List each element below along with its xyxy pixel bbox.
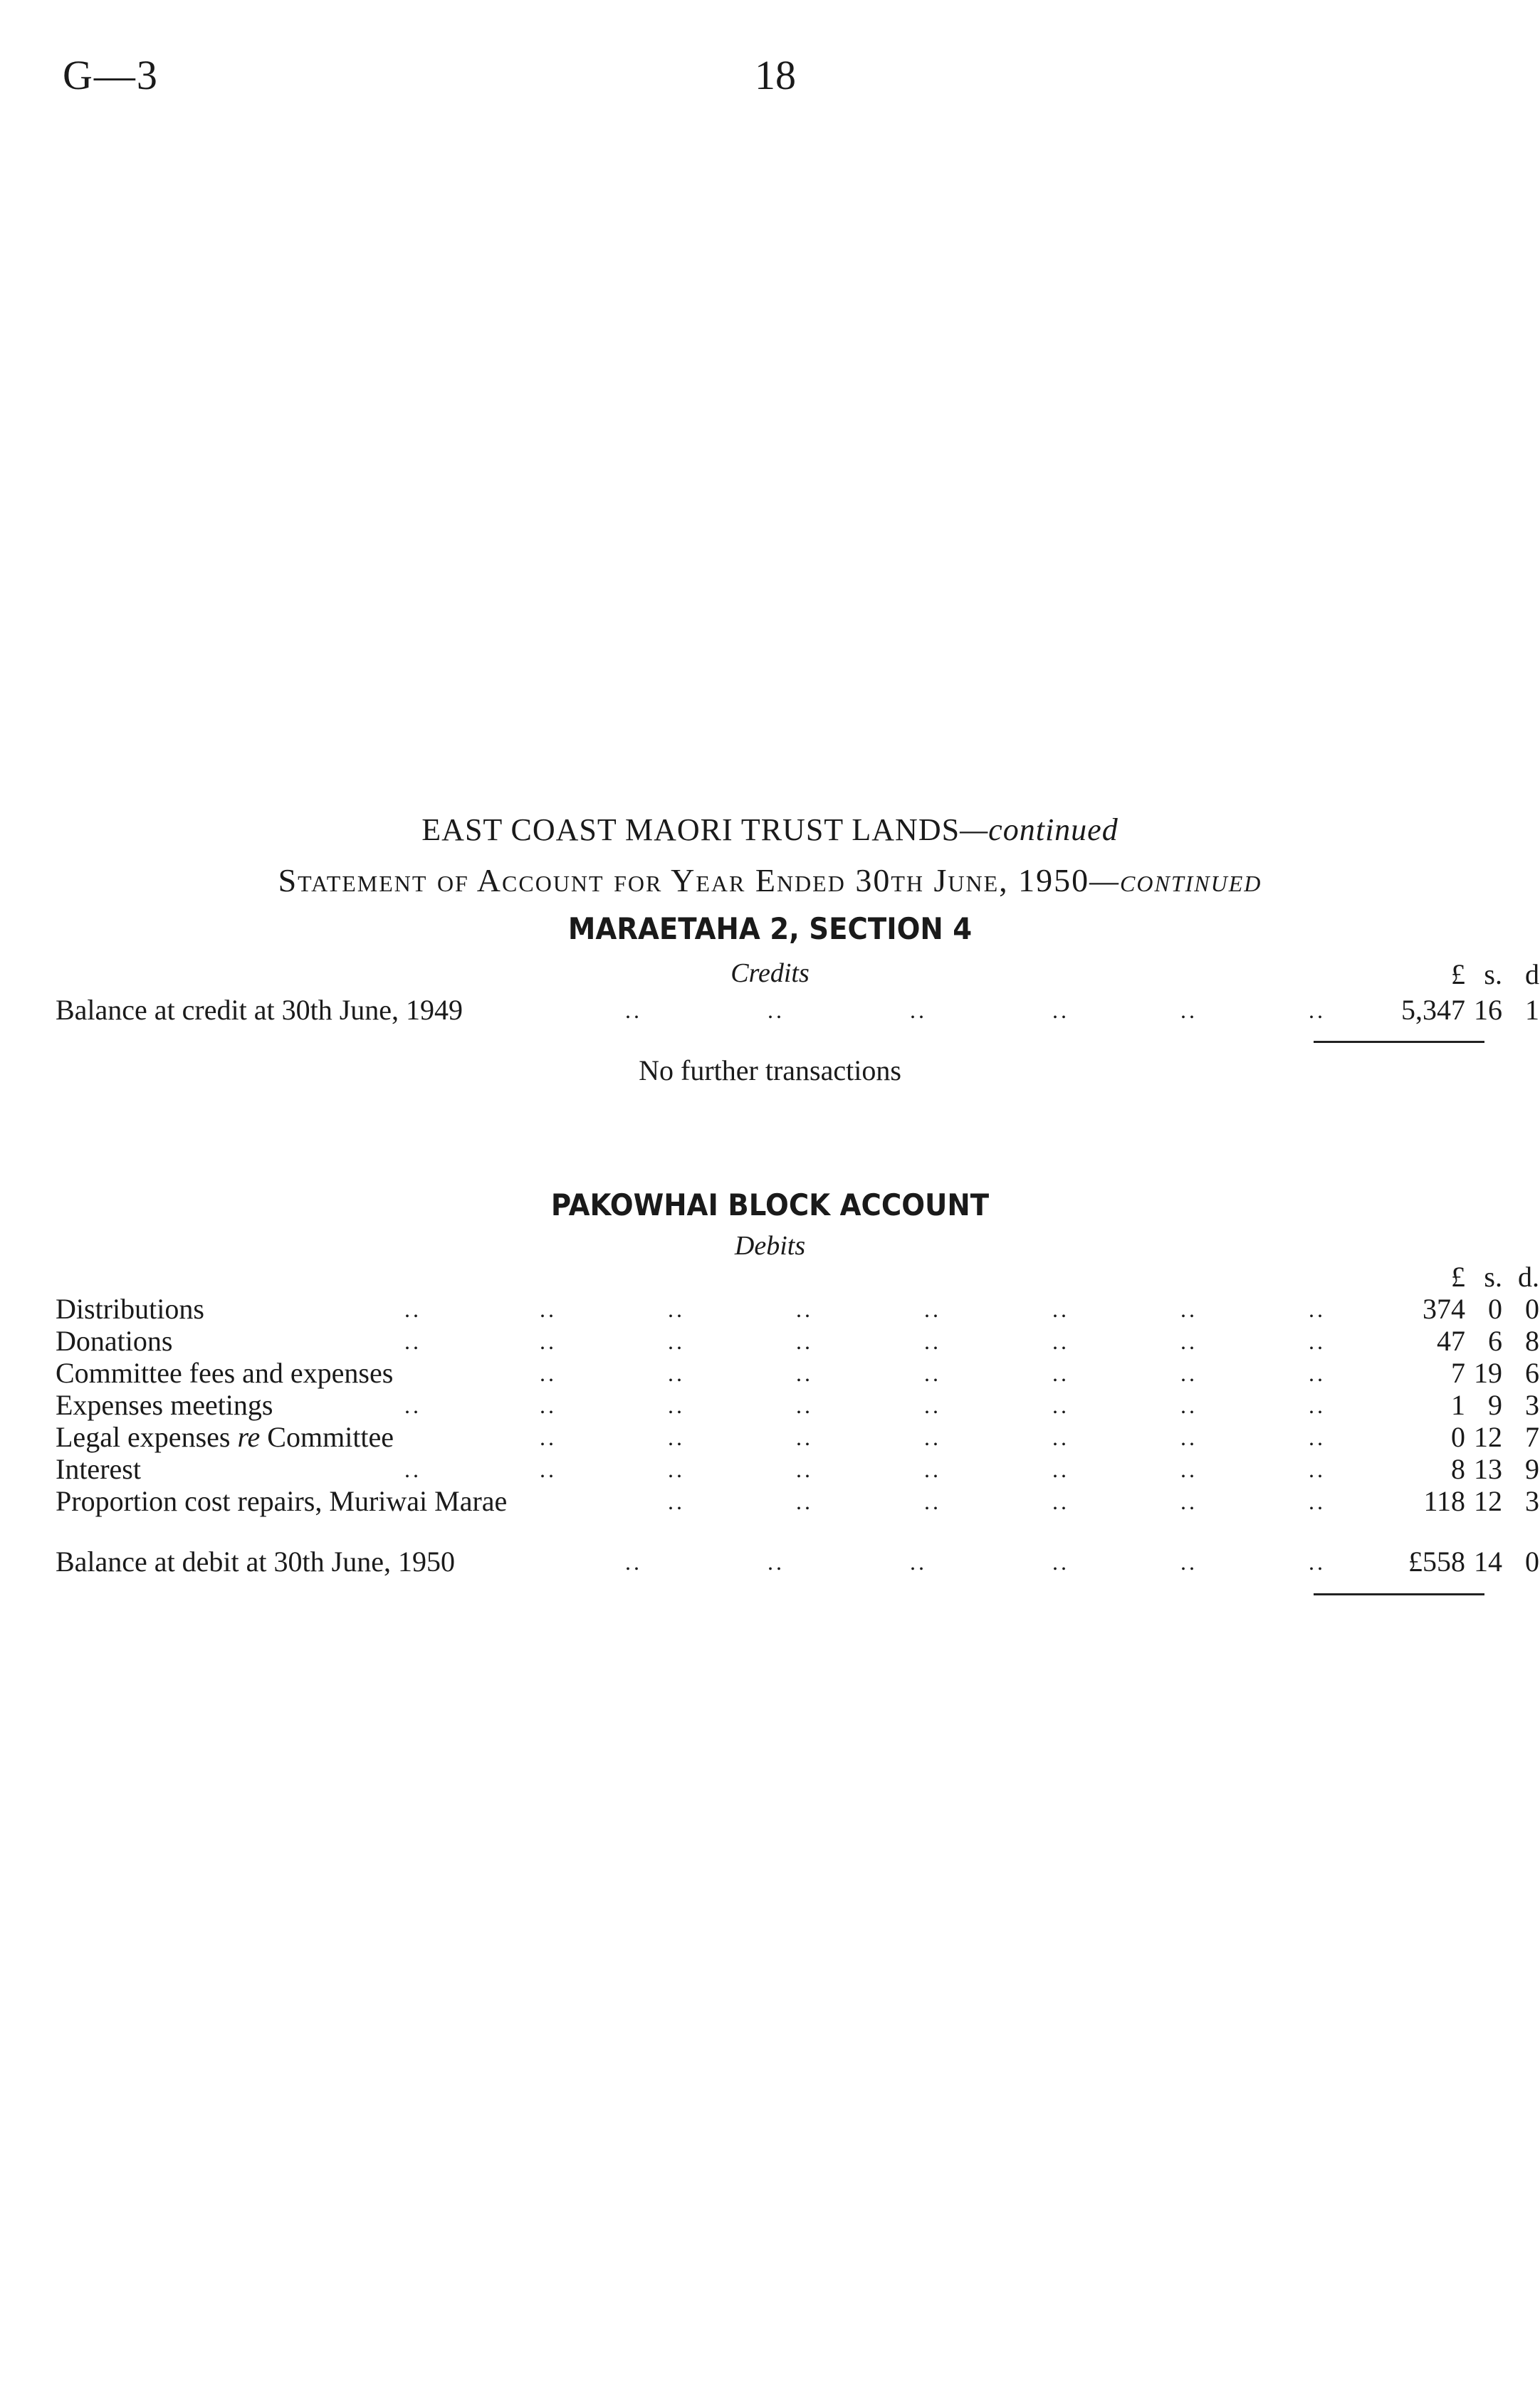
amount-pence: 9 — [1525, 1453, 1539, 1485]
amount-pence: 3 — [1525, 1389, 1539, 1421]
document-title — [0, 812, 1540, 848]
amount-pence: 6 — [1525, 1357, 1539, 1389]
col-pence: d — [1525, 958, 1539, 990]
section2-subtitle: Debits — [734, 1231, 806, 1261]
amount-shillings: 12 — [1474, 1421, 1502, 1453]
leader-dots: .. .. .. .. .. .. — [668, 1489, 1326, 1514]
leader-dots: .. .. .. .. .. .. .. .. — [404, 1328, 1326, 1354]
table-row — [56, 1388, 1539, 1422]
col-pounds: £ — [1451, 1261, 1465, 1293]
leader-dots: .. .. .. .. .. .. .. .. — [404, 1393, 1326, 1418]
col-shillings: s. — [1484, 1261, 1502, 1293]
amount-pounds: 47 — [1437, 1325, 1465, 1357]
amount-pence: 7 — [1525, 1421, 1539, 1453]
row-label: Committee fees and expenses — [56, 1357, 394, 1389]
title-main: EAST COAST MAORI TRUST LANDS — [421, 812, 960, 847]
table-row — [56, 1356, 1539, 1390]
table-row — [56, 1484, 1539, 1519]
leader-dots: .. .. .. .. .. .. .. — [540, 1425, 1326, 1450]
section2-col-headers — [56, 1260, 1539, 1294]
leader-dots: .. .. .. .. .. .. .. .. — [404, 1457, 1326, 1482]
section1-note: No further transactions — [639, 1054, 901, 1086]
page-reference: G—3 — [63, 52, 159, 98]
col-pence: d. — [1518, 1261, 1539, 1293]
amount-pence: 3 — [1525, 1485, 1539, 1517]
row-label: Balance at credit at 30th June, 1949 — [56, 994, 463, 1026]
col-pounds: £ — [1451, 958, 1465, 990]
amount-shillings: 12 — [1474, 1485, 1502, 1517]
statement-main: Statement of Account for Year Ended 30th June, 1950 — [278, 862, 1090, 898]
total-row — [56, 1545, 1539, 1579]
table-row — [56, 1452, 1539, 1486]
amount-pence: 8 — [1525, 1325, 1539, 1357]
amount-shillings: 0 — [1488, 1293, 1502, 1325]
row-label: Distributions — [56, 1293, 204, 1325]
total-pence: 0 — [1525, 1546, 1539, 1578]
section1-col-headers — [56, 958, 1539, 992]
row-label: Donations — [56, 1325, 173, 1357]
label-italic-part: re — [237, 1421, 261, 1453]
amount-pounds: 8 — [1451, 1453, 1465, 1485]
table-row — [56, 993, 1539, 1027]
leader-dots: .. .. .. .. .. .. — [625, 997, 1326, 1023]
section1-title: MARAETAHA 2, SECTION 4 — [567, 911, 973, 946]
amount-pence: 0 — [1525, 1293, 1539, 1325]
leader-dots: .. .. .. .. .. .. — [625, 1549, 1326, 1575]
amount-shillings: 19 — [1474, 1357, 1502, 1389]
label-part: Legal expenses — [56, 1421, 238, 1453]
amount-shillings: 13 — [1474, 1453, 1502, 1485]
section2-title: PAKOWHAI BLOCK ACCOUNT — [550, 1187, 990, 1222]
amount-pounds: 7 — [1451, 1357, 1465, 1389]
title-continued: —continued — [960, 812, 1119, 847]
total-shillings: 14 — [1474, 1546, 1502, 1578]
amount-pounds: 5,347 — [1401, 994, 1465, 1026]
amount-shillings: 9 — [1488, 1389, 1502, 1421]
row-label: Proportion cost repairs, Muriwai Marae — [56, 1485, 508, 1517]
total-pounds: £558 — [1408, 1546, 1465, 1578]
amount-pence: 1 — [1525, 994, 1539, 1026]
amount-pounds: 118 — [1423, 1485, 1465, 1517]
statement-continued: —continued — [1089, 862, 1262, 898]
amount-pounds: 0 — [1451, 1421, 1465, 1453]
total-label: Balance at debit at 30th June, 1950 — [56, 1546, 455, 1578]
row-label: Expenses meetings — [56, 1389, 273, 1421]
section1-subtitle: Credits — [730, 958, 810, 988]
statement-title — [0, 861, 1540, 899]
leader-dots: .. .. .. .. .. .. .. .. — [404, 1296, 1326, 1322]
amount-shillings: 6 — [1488, 1325, 1502, 1357]
total-rule — [1314, 1041, 1484, 1043]
col-shillings: s. — [1484, 958, 1502, 990]
table-row — [56, 1420, 1539, 1454]
page-number: 18 — [755, 52, 796, 98]
row-label: Interest — [56, 1453, 141, 1485]
table-row — [56, 1292, 1539, 1326]
amount-pounds: 374 — [1423, 1293, 1465, 1325]
label-part: Committee — [260, 1421, 394, 1453]
total-rule — [1314, 1593, 1484, 1595]
table-row — [56, 1324, 1539, 1358]
leader-dots: .. .. .. .. .. .. .. — [540, 1360, 1326, 1386]
amount-pounds: 1 — [1451, 1389, 1465, 1421]
amount-shillings: 16 — [1474, 994, 1502, 1026]
